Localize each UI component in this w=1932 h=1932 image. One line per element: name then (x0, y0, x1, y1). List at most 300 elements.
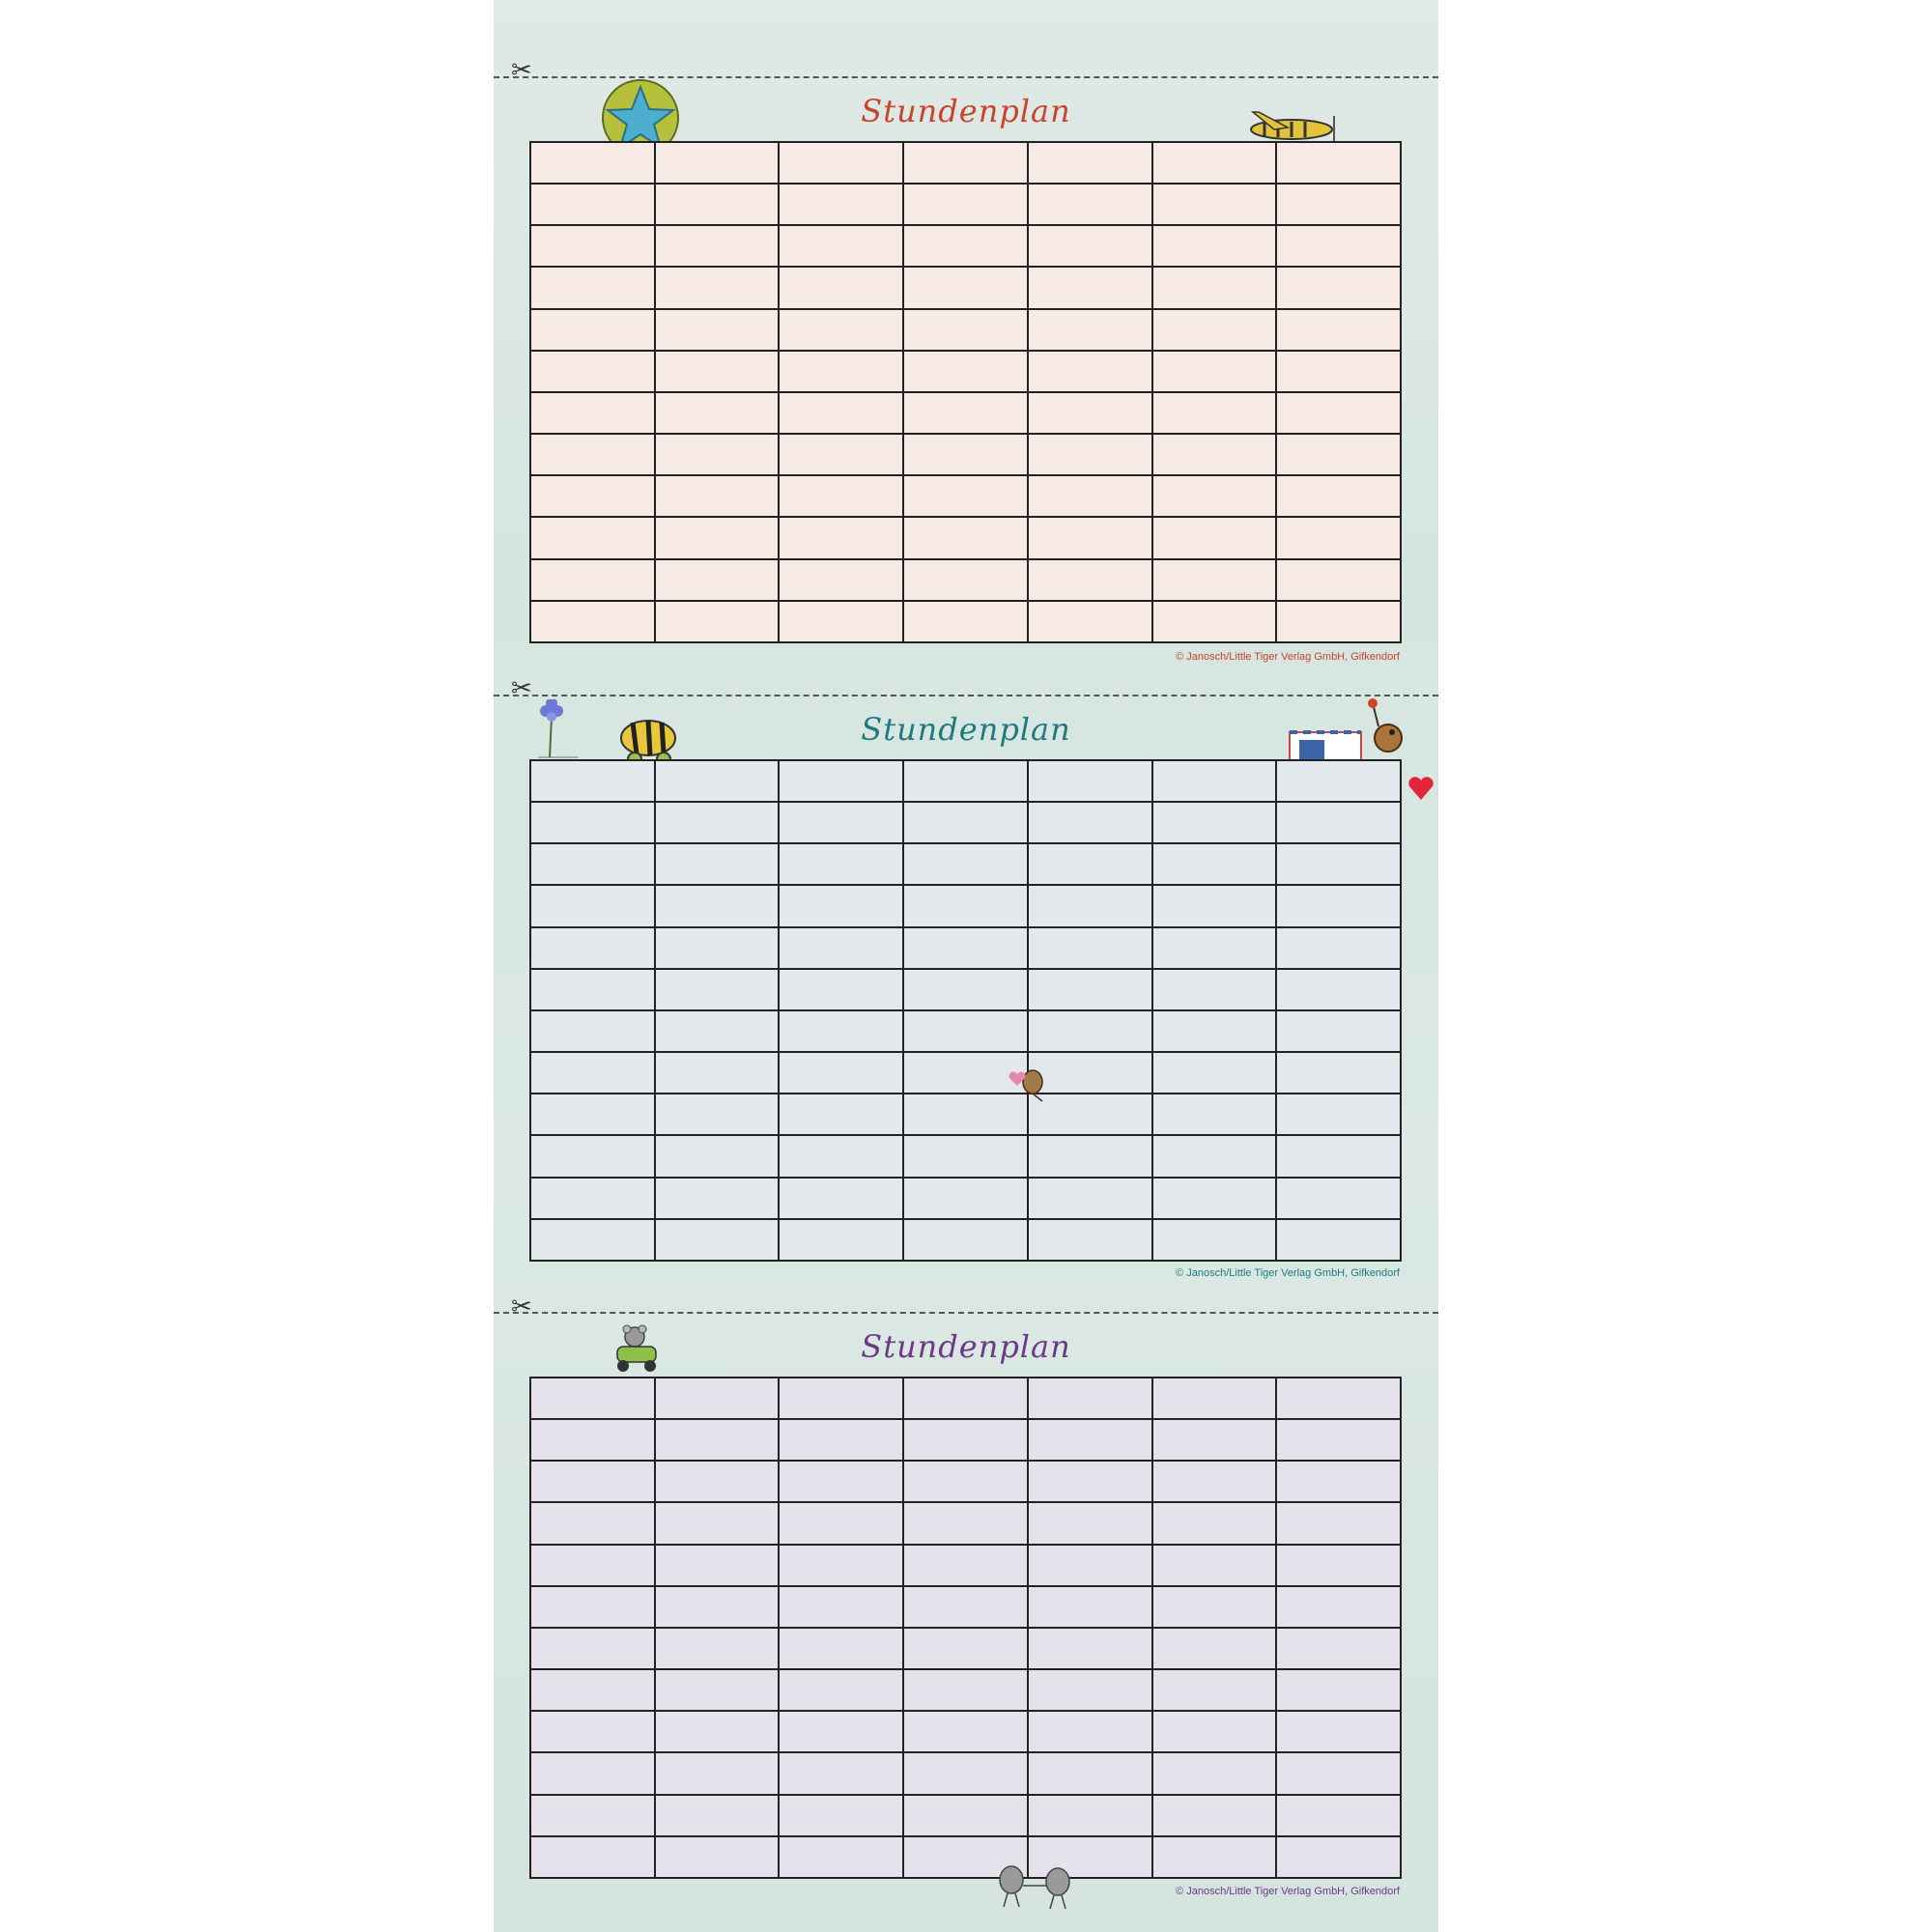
table-row (530, 351, 1401, 392)
timetable-cell[interactable] (903, 1502, 1028, 1544)
timetable-cell[interactable] (903, 1711, 1028, 1752)
copyright-text: © Janosch/Little Tiger Verlag GmbH, Gifkendorf (1176, 651, 1400, 663)
table-row (530, 1836, 1401, 1878)
bear-icon (1359, 697, 1417, 759)
timetable-cell[interactable] (1028, 1752, 1152, 1794)
timetable-cell[interactable] (655, 1628, 780, 1669)
timetable-cell[interactable] (779, 184, 903, 225)
timetable-cell[interactable] (779, 802, 903, 843)
timetable-cell[interactable] (1276, 517, 1401, 558)
timetable-cell[interactable] (1152, 760, 1277, 802)
timetable-cell[interactable] (530, 351, 655, 392)
timetable-cell[interactable] (530, 1752, 655, 1794)
timetable-cell[interactable] (903, 1135, 1028, 1177)
timetable-cell[interactable] (903, 225, 1028, 267)
timetable-cell[interactable] (1152, 1094, 1277, 1135)
timetable-cell[interactable] (1028, 1586, 1152, 1628)
table-row (530, 1502, 1401, 1544)
timetable-cell[interactable] (530, 309, 655, 351)
timetable-cell[interactable] (655, 760, 780, 802)
timetable-cell[interactable] (1152, 1419, 1277, 1461)
timetable-cell[interactable] (530, 1135, 655, 1177)
timetable-cell[interactable] (1028, 885, 1152, 926)
copyright-text: © Janosch/Little Tiger Verlag GmbH, Gifkendorf (1176, 1886, 1400, 1897)
timetable-cell[interactable] (655, 927, 780, 969)
timetable-cell[interactable] (530, 559, 655, 601)
timetable-cell[interactable] (779, 1219, 903, 1261)
timetable-cell[interactable] (530, 927, 655, 969)
timetable-cell[interactable] (779, 1378, 903, 1419)
timetable-cell[interactable] (530, 1419, 655, 1461)
table-row (530, 843, 1401, 885)
scissors-icon: ✂ (511, 56, 532, 85)
timetable-cell[interactable] (1276, 885, 1401, 926)
timetable-cell[interactable] (903, 1378, 1028, 1419)
timetable-cell[interactable] (655, 1178, 780, 1219)
timetable-cell[interactable] (903, 1545, 1028, 1586)
timetable-cell[interactable] (1276, 142, 1401, 184)
timetable-cell[interactable] (1152, 1052, 1277, 1094)
timetable-cell[interactable] (1028, 969, 1152, 1010)
timetable-cell[interactable] (530, 885, 655, 926)
timetable-cell[interactable] (903, 927, 1028, 969)
timetable-cell[interactable] (1028, 184, 1152, 225)
timetable-cell[interactable] (1152, 885, 1277, 926)
timetable-cell[interactable] (1152, 392, 1277, 434)
timetable-cell[interactable] (655, 969, 780, 1010)
planner-title: Stundenplan (861, 1328, 1071, 1365)
timetable-cell[interactable] (1028, 927, 1152, 969)
timetable-cell[interactable] (1276, 1795, 1401, 1836)
timetable-cell[interactable] (903, 351, 1028, 392)
table-row (530, 1752, 1401, 1794)
timetable-cell[interactable] (655, 225, 780, 267)
table-row (530, 1711, 1401, 1752)
table-row (530, 969, 1401, 1010)
timetable-cell[interactable] (655, 517, 780, 558)
timetable-cell[interactable] (1028, 309, 1152, 351)
cut-line (494, 695, 1438, 696)
table-row (530, 1219, 1401, 1261)
timetable-cell[interactable] (903, 885, 1028, 926)
timetable-cell[interactable] (903, 1752, 1028, 1794)
timetable-cell[interactable] (1152, 1378, 1277, 1419)
timetable-cell[interactable] (1152, 1178, 1277, 1219)
timetable-cell[interactable] (530, 1178, 655, 1219)
timetable-cell[interactable] (1028, 225, 1152, 267)
timetable-cell[interactable] (1028, 760, 1152, 802)
timetable-cell[interactable] (1152, 184, 1277, 225)
timetable-cell[interactable] (779, 1669, 903, 1711)
table-row (530, 1052, 1401, 1094)
timetable-cell[interactable] (1152, 1669, 1277, 1711)
timetable-cell[interactable] (530, 1010, 655, 1052)
table-row (530, 184, 1401, 225)
timetable-cell[interactable] (530, 1545, 655, 1586)
timetable-cell[interactable] (1028, 1711, 1152, 1752)
timetable-cell[interactable] (1276, 309, 1401, 351)
timetable-cell[interactable] (530, 517, 655, 558)
timetable-cell[interactable] (655, 1052, 780, 1094)
timetable-cell[interactable] (1276, 1545, 1401, 1586)
scissors-icon: ✂ (511, 1293, 532, 1321)
timetable-cell[interactable] (779, 351, 903, 392)
timetable-cell[interactable] (530, 1219, 655, 1261)
timetable-cell[interactable] (903, 1586, 1028, 1628)
timetable-cell[interactable] (1152, 1135, 1277, 1177)
timetable-cell[interactable] (1152, 927, 1277, 969)
heart-icon (1406, 773, 1436, 804)
timetable-cell[interactable] (1152, 969, 1277, 1010)
timetable-cell[interactable] (1152, 802, 1277, 843)
timetable-cell[interactable] (903, 267, 1028, 308)
timetable-cell[interactable] (655, 1094, 780, 1135)
timetable-cell[interactable] (1276, 1461, 1401, 1502)
timetable-cell[interactable] (779, 142, 903, 184)
timetable-cell[interactable] (779, 1094, 903, 1135)
timetable-cell[interactable] (779, 1628, 903, 1669)
timetable-cell[interactable] (1276, 969, 1401, 1010)
timetable-cell[interactable] (1152, 1752, 1277, 1794)
table-row (530, 1795, 1401, 1836)
timetable-cell[interactable] (530, 225, 655, 267)
timetable-cell[interactable] (530, 1378, 655, 1419)
timetable-cell[interactable] (1028, 1795, 1152, 1836)
timetable-cell[interactable] (1276, 184, 1401, 225)
timetable-cell[interactable] (1276, 434, 1401, 475)
timetable-cell[interactable] (530, 267, 655, 308)
timetable-cell[interactable] (1276, 1836, 1401, 1878)
timetable-cell[interactable] (903, 1795, 1028, 1836)
timetable-cell[interactable] (903, 434, 1028, 475)
table-row (530, 1545, 1401, 1586)
timetable-cell[interactable] (1152, 601, 1277, 642)
timetable-cell[interactable] (779, 760, 903, 802)
timetable-cell[interactable] (1028, 1419, 1152, 1461)
table-row (530, 559, 1401, 601)
timetable-cell[interactable] (903, 309, 1028, 351)
table-row (530, 1378, 1401, 1419)
timetable-cell[interactable] (903, 559, 1028, 601)
timetable-cell[interactable] (1276, 1378, 1401, 1419)
timetable-cell[interactable] (903, 802, 1028, 843)
table-row (530, 1135, 1401, 1177)
timetable-cell[interactable] (1276, 351, 1401, 392)
timetable-cell[interactable] (1028, 267, 1152, 308)
timetable-cell[interactable] (530, 1836, 655, 1878)
timetable-cell[interactable] (1152, 434, 1277, 475)
timetable-cell[interactable] (903, 184, 1028, 225)
timetable-cell[interactable] (1152, 1545, 1277, 1586)
timetable-cell[interactable] (530, 1502, 655, 1544)
timetable-cell[interactable] (530, 1461, 655, 1502)
timetable-cell[interactable] (1276, 1586, 1401, 1628)
table-row (530, 434, 1401, 475)
timetable-cell[interactable] (903, 601, 1028, 642)
timetable-cell[interactable] (655, 885, 780, 926)
timetable-cell[interactable] (1276, 392, 1401, 434)
timetable-cell[interactable] (1028, 559, 1152, 601)
timetable-cell[interactable] (1028, 1545, 1152, 1586)
timetable-cell[interactable] (655, 1010, 780, 1052)
timetable-cell[interactable] (530, 1094, 655, 1135)
timetable-cell[interactable] (655, 601, 780, 642)
table-row (530, 885, 1401, 926)
timetable-cell[interactable] (655, 1711, 780, 1752)
table-row (530, 309, 1401, 351)
timetable-cell[interactable] (779, 1711, 903, 1752)
table-row (530, 601, 1401, 642)
timetable-cell[interactable] (1152, 1586, 1277, 1628)
timetable-cell[interactable] (1276, 1052, 1401, 1094)
timetable-cell[interactable] (1028, 1669, 1152, 1711)
timetable-cell[interactable] (1028, 1628, 1152, 1669)
timetable-cell[interactable] (1152, 225, 1277, 267)
scissors-icon: ✂ (511, 674, 532, 703)
timetable-cell[interactable] (903, 475, 1028, 517)
mouse-icon (1004, 1063, 1052, 1105)
timetable-cell[interactable] (1152, 1502, 1277, 1544)
timetable-cell[interactable] (655, 559, 780, 601)
timetable-cell[interactable] (779, 225, 903, 267)
timetable-cell[interactable] (903, 1010, 1028, 1052)
table-row (530, 760, 1401, 802)
timetable-cell[interactable] (1152, 475, 1277, 517)
timetable-cell[interactable] (779, 475, 903, 517)
timetable-cell[interactable] (530, 184, 655, 225)
timetable-cell[interactable] (530, 1795, 655, 1836)
timetable-cell[interactable] (655, 1378, 780, 1419)
timetable-cell[interactable] (530, 760, 655, 802)
timetable-cell[interactable] (779, 267, 903, 308)
table-row (530, 392, 1401, 434)
timetable-cell[interactable] (1276, 1094, 1401, 1135)
timetable-cell[interactable] (779, 392, 903, 434)
timetable-cell[interactable] (1028, 1010, 1152, 1052)
timetable-cell[interactable] (655, 1419, 780, 1461)
timetable-cell[interactable] (1276, 1628, 1401, 1669)
timetable-cell[interactable] (1028, 475, 1152, 517)
timetable-cell[interactable] (530, 475, 655, 517)
timetable-cell[interactable] (1152, 517, 1277, 558)
timetable-cell[interactable] (1276, 601, 1401, 642)
timetable-cell[interactable] (903, 1178, 1028, 1219)
timetable-cell[interactable] (779, 1545, 903, 1586)
timetable-cell[interactable] (903, 1219, 1028, 1261)
timetable-cell[interactable] (779, 969, 903, 1010)
timetable-cell[interactable] (1028, 1178, 1152, 1219)
timetable-cell[interactable] (655, 475, 780, 517)
mice-icon (984, 1859, 1091, 1913)
timetable-cell[interactable] (1028, 517, 1152, 558)
timetable-cell[interactable] (1152, 1711, 1277, 1752)
timetable-cell[interactable] (1276, 802, 1401, 843)
timetable-cell[interactable] (1152, 351, 1277, 392)
table-row (530, 475, 1401, 517)
table-row (530, 1628, 1401, 1669)
timetable-cell[interactable] (779, 1135, 903, 1177)
timetable-cell[interactable] (655, 843, 780, 885)
timetable-cell[interactable] (1028, 142, 1152, 184)
timetable-cell[interactable] (1028, 1461, 1152, 1502)
timetable-cell[interactable] (655, 142, 780, 184)
timetable-cell[interactable] (530, 1586, 655, 1628)
table-row (530, 927, 1401, 969)
timetable-grid (529, 759, 1402, 1262)
timetable-grid (529, 141, 1402, 643)
timetable-cell[interactable] (779, 517, 903, 558)
timetable-cell[interactable] (779, 1502, 903, 1544)
timetable-cell[interactable] (779, 1178, 903, 1219)
timetable-cell[interactable] (1276, 1010, 1401, 1052)
timetable-cell[interactable] (779, 1752, 903, 1794)
timetable-cell[interactable] (1276, 1135, 1401, 1177)
timetable-cell[interactable] (655, 392, 780, 434)
table-row (530, 802, 1401, 843)
timetable-cell[interactable] (655, 1461, 780, 1502)
timetable-cell[interactable] (779, 434, 903, 475)
timetable-cell[interactable] (1152, 1219, 1277, 1261)
table-row (530, 225, 1401, 267)
timetable-cell[interactable] (1276, 1669, 1401, 1711)
timetable-cell[interactable] (655, 1836, 780, 1878)
timetable-cell[interactable] (903, 142, 1028, 184)
timetable-cell[interactable] (1276, 559, 1401, 601)
timetable-cell[interactable] (655, 1752, 780, 1794)
timetable-cell[interactable] (903, 843, 1028, 885)
table-row (530, 1586, 1401, 1628)
timetable-cell[interactable] (1152, 1836, 1277, 1878)
timetable-cell[interactable] (903, 392, 1028, 434)
timetable-cell[interactable] (655, 267, 780, 308)
timetable-cell[interactable] (1276, 1178, 1401, 1219)
timetable-cell[interactable] (1028, 351, 1152, 392)
timetable-cell[interactable] (779, 1010, 903, 1052)
timetable-cell[interactable] (779, 1052, 903, 1094)
timetable-cell[interactable] (655, 184, 780, 225)
mouse-icon (604, 1321, 671, 1379)
timetable-cell[interactable] (1276, 475, 1401, 517)
timetable-cell[interactable] (655, 434, 780, 475)
timetable-cell[interactable] (1152, 267, 1277, 308)
timetable-cell[interactable] (1152, 309, 1277, 351)
copyright-text: © Janosch/Little Tiger Verlag GmbH, Gifkendorf (1176, 1267, 1400, 1279)
timetable-cell[interactable] (655, 1219, 780, 1261)
timetable-cell[interactable] (655, 309, 780, 351)
timetable-cell[interactable] (530, 843, 655, 885)
timetable-cell[interactable] (903, 1461, 1028, 1502)
table-row (530, 142, 1401, 184)
timetable-cell[interactable] (655, 1545, 780, 1586)
timetable-cell[interactable] (530, 1711, 655, 1752)
table-row (530, 1094, 1401, 1135)
cut-line (494, 1312, 1438, 1314)
timetable-cell[interactable] (655, 1669, 780, 1711)
timetable-cell[interactable] (1276, 843, 1401, 885)
timetable-cell[interactable] (779, 1419, 903, 1461)
timetable-cell[interactable] (530, 1628, 655, 1669)
timetable-cell[interactable] (1276, 1219, 1401, 1261)
table-row (530, 1010, 1401, 1052)
table-row (530, 1461, 1401, 1502)
timetable-cell[interactable] (1152, 1795, 1277, 1836)
timetable-cell[interactable] (903, 1419, 1028, 1461)
timetable-cell[interactable] (903, 1628, 1028, 1669)
timetable-cell[interactable] (779, 843, 903, 885)
timetable-cell[interactable] (1276, 1711, 1401, 1752)
timetable-cell[interactable] (655, 802, 780, 843)
timetable-cell[interactable] (1028, 1135, 1152, 1177)
timetable-cell[interactable] (1028, 392, 1152, 434)
timetable-cell[interactable] (1028, 843, 1152, 885)
timetable-cell[interactable] (779, 1836, 903, 1878)
timetable-cell[interactable] (779, 1586, 903, 1628)
timetable-cell[interactable] (1276, 1752, 1401, 1794)
table-row (530, 267, 1401, 308)
timetable-cell[interactable] (1152, 559, 1277, 601)
table-row (530, 1669, 1401, 1711)
timetable-cell[interactable] (1028, 601, 1152, 642)
timetable-cell[interactable] (655, 1586, 780, 1628)
timetable-cell[interactable] (779, 559, 903, 601)
timetable-cell[interactable] (1028, 1502, 1152, 1544)
timetable-cell[interactable] (1028, 434, 1152, 475)
timetable-cell[interactable] (1028, 1219, 1152, 1261)
timetable-cell[interactable] (1152, 843, 1277, 885)
timetable-cell[interactable] (903, 969, 1028, 1010)
timetable-cell[interactable] (779, 1461, 903, 1502)
timetable-cell[interactable] (1276, 1419, 1401, 1461)
timetable-cell[interactable] (903, 1669, 1028, 1711)
timetable-cell[interactable] (903, 517, 1028, 558)
table-row (530, 1178, 1401, 1219)
timetable-cell[interactable] (1028, 1378, 1152, 1419)
timetable-cell[interactable] (1276, 760, 1401, 802)
timetable-cell[interactable] (1276, 1502, 1401, 1544)
timetable-cell[interactable] (530, 802, 655, 843)
timetable-cell[interactable] (779, 885, 903, 926)
timetable-cell[interactable] (530, 1052, 655, 1094)
timetable-cell[interactable] (655, 1135, 780, 1177)
timetable-cell[interactable] (1152, 1010, 1277, 1052)
timetable-cell[interactable] (779, 1795, 903, 1836)
timetable-cell[interactable] (903, 760, 1028, 802)
timetable-cell[interactable] (530, 601, 655, 642)
timetable-cell[interactable] (530, 142, 655, 184)
timetable-cell[interactable] (655, 351, 780, 392)
table-row (530, 517, 1401, 558)
timetable-cell[interactable] (530, 1669, 655, 1711)
planner-title: Stundenplan (861, 711, 1071, 748)
timetable-cell[interactable] (1152, 1628, 1277, 1669)
timetable-cell[interactable] (1276, 225, 1401, 267)
timetable-cell[interactable] (1152, 1461, 1277, 1502)
timetable-cell[interactable] (530, 969, 655, 1010)
timetable-cell[interactable] (779, 927, 903, 969)
timetable-cell[interactable] (779, 601, 903, 642)
timetable-cell[interactable] (655, 1795, 780, 1836)
timetable-cell[interactable] (655, 1502, 780, 1544)
timetable-cell[interactable] (1276, 927, 1401, 969)
timetable-cell[interactable] (1276, 267, 1401, 308)
timetable-cell[interactable] (1028, 802, 1152, 843)
timetable-cell[interactable] (530, 392, 655, 434)
timetable-grid (529, 1377, 1402, 1879)
timetable-cell[interactable] (1152, 142, 1277, 184)
planner-title: Stundenplan (861, 93, 1071, 129)
timetable-cell[interactable] (530, 434, 655, 475)
timetable-cell[interactable] (779, 309, 903, 351)
